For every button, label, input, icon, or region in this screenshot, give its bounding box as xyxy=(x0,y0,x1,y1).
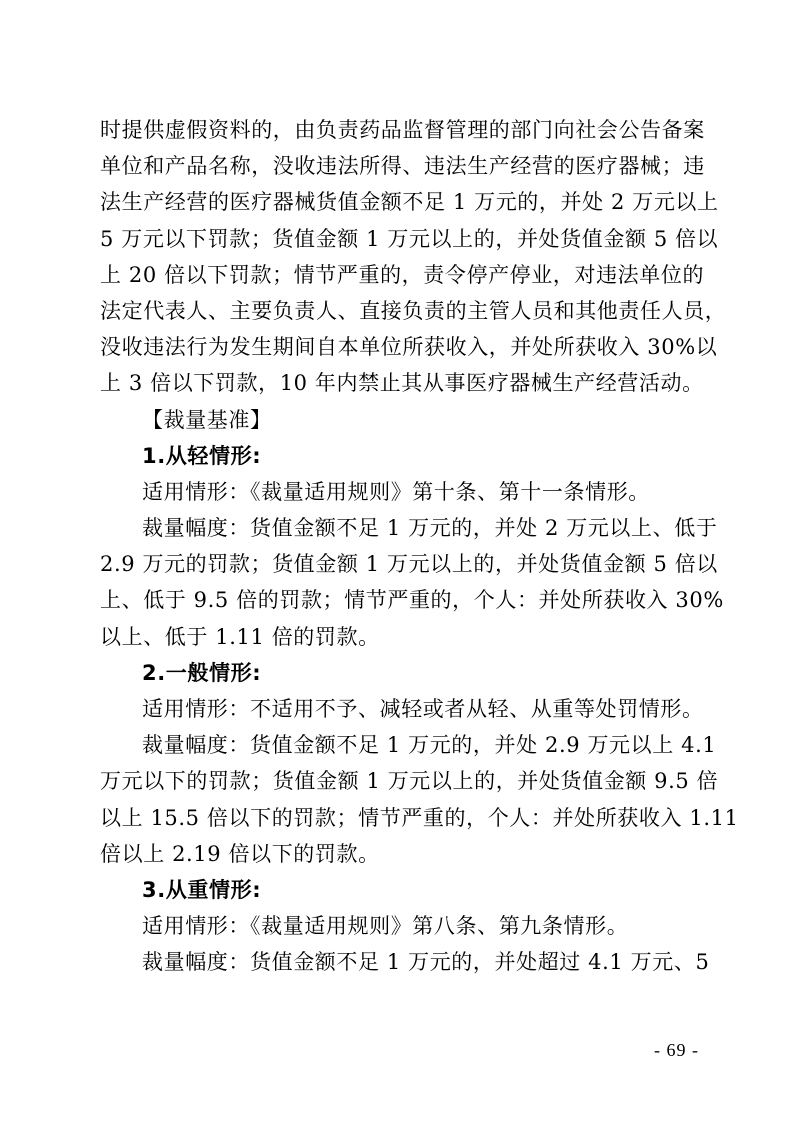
section-heading: 1.从轻情形: xyxy=(142,443,262,468)
document-page xyxy=(100,112,739,981)
paragraph-line: 没收违法行为发生期间自本单位所获收入，并处所获收入 30%以 xyxy=(100,335,718,360)
paragraph-line: 单位和产品名称，没收违法所得、违法生产经营的医疗器械；违 xyxy=(100,154,705,179)
section-heading: 3.从重情形: xyxy=(142,877,262,902)
paragraph-line: 上 3 倍以下罚款，10 年内禁止其从事医疗器械生产经营活动。 xyxy=(100,371,704,396)
paragraph-line: 法生产经营的医疗器械货值金额不足 1 万元的，并处 2 万元以上 xyxy=(100,190,719,215)
discretion-range-line: 上、低于 9.5 倍的罚款；情节严重的，个人：并处所获收入 30% xyxy=(100,588,724,613)
discretion-range-line: 裁量幅度：货值金额不足 1 万元的，并处 2.9 万元以上 4.1 xyxy=(142,733,717,758)
discretion-range-line: 以上、低于 1.11 倍的罚款。 xyxy=(100,624,380,649)
discretion-range-line: 裁量幅度：货值金额不足 1 万元的，并处 2 万元以上、低于 xyxy=(142,516,718,541)
paragraph-line: 时提供虚假资料的，由负责药品监督管理的部门向社会公告备案 xyxy=(100,118,705,142)
paragraph-line: 法定代表人、主要负责人、直接负责的主管人员和其他责任人员， xyxy=(100,298,727,323)
discretion-range-line: 以上 15.5 倍以下的罚款；情节严重的，个人：并处所获收入 1.11 xyxy=(100,805,739,830)
section-mitigating xyxy=(100,438,724,655)
section-heading: 2.一般情形: xyxy=(142,660,262,685)
discretion-range-line: 倍以上 2.19 倍以下的罚款。 xyxy=(100,841,380,866)
applicable-circumstances: 适用情形：《裁量适用规则》第八条、第九条情形。 xyxy=(142,914,629,939)
applicable-circumstances: 适用情形：不适用不予、减轻或者从轻、从重等处罚情形。 xyxy=(142,697,704,721)
benchmark-heading: 【裁量基准】 xyxy=(142,407,272,432)
continuation-paragraph xyxy=(100,112,727,402)
paragraph-line: 上 20 倍以下罚款；情节严重的，责令停产停业，对违法单位的 xyxy=(100,262,705,287)
page-number: - 69 - xyxy=(654,1040,699,1060)
applicable-circumstances: 适用情形：《裁量适用规则》第十条、第十一条情形。 xyxy=(142,479,650,504)
section-aggravating xyxy=(100,872,710,981)
discretion-range-line: 裁量幅度：货值金额不足 1 万元的，并处超过 4.1 万元、5 xyxy=(142,950,710,975)
section-general xyxy=(100,655,739,872)
discretion-range-line: 万元以下的罚款；货值金额 1 万元以上的，并处货值金额 9.5 倍 xyxy=(100,769,719,794)
discretion-range-line: 2.9 万元的罚款；货值金额 1 万元以上的，并处货值金额 5 倍以 xyxy=(100,552,718,577)
paragraph-line: 5 万元以下罚款；货值金额 1 万元以上的，并处货值金额 5 倍以 xyxy=(100,226,719,251)
